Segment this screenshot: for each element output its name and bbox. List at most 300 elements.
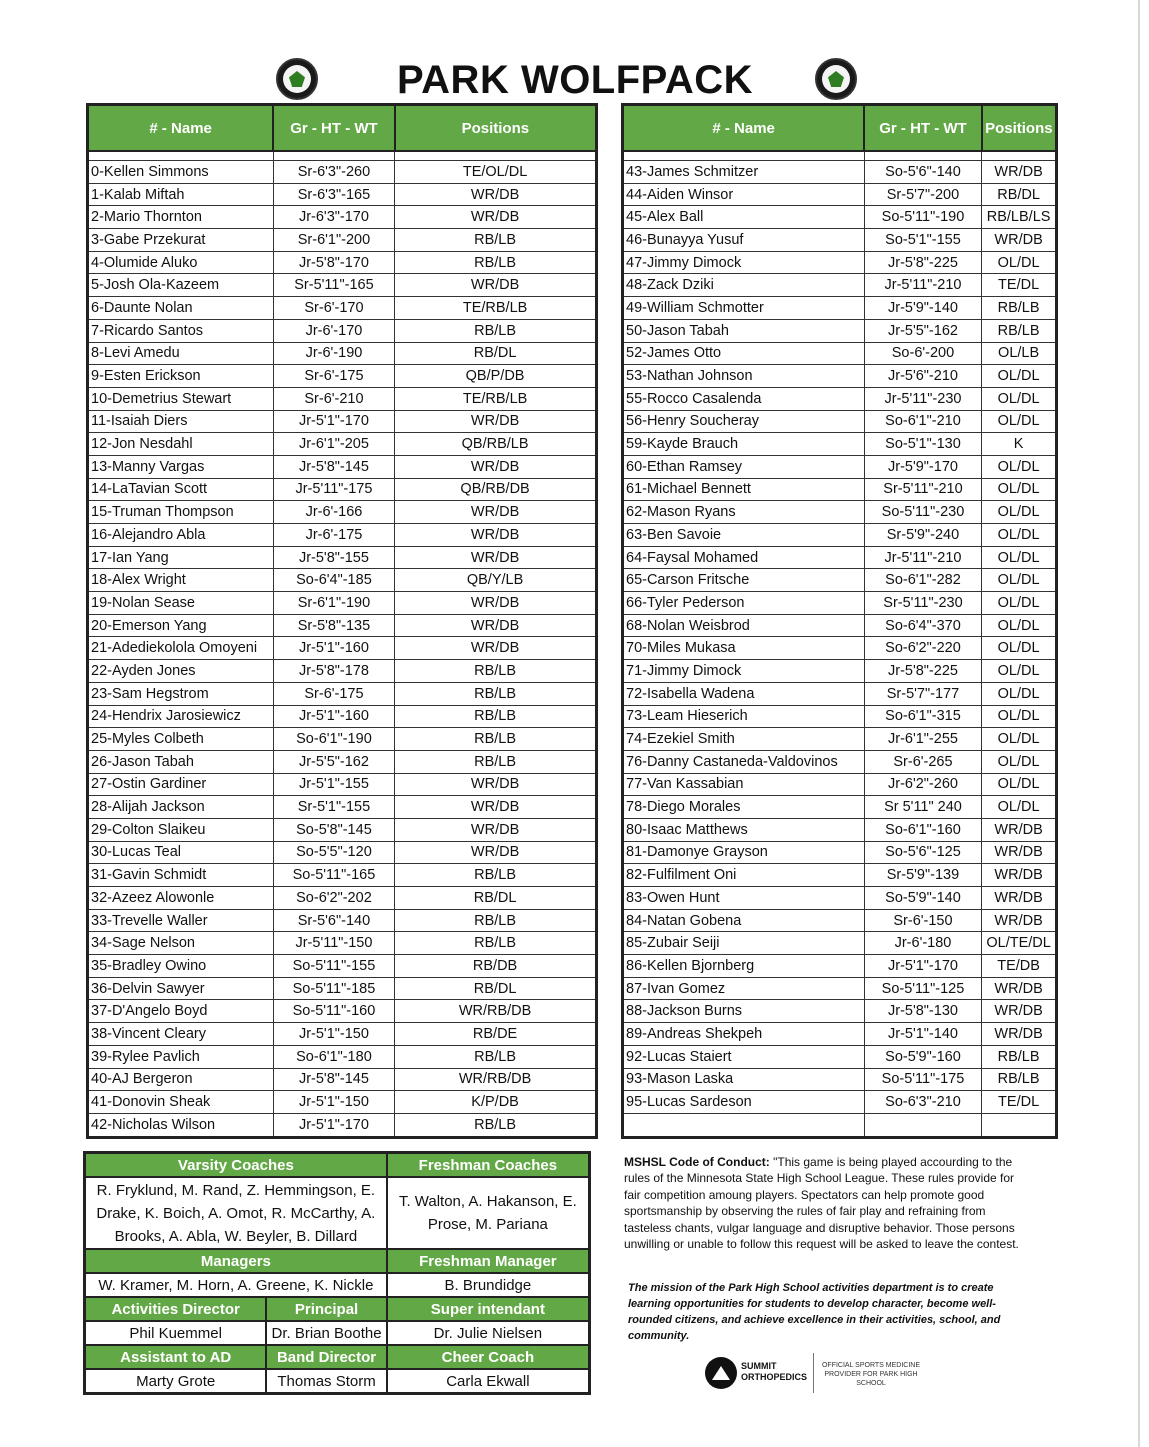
roster-row: [623, 932, 1057, 955]
player-gr-ht-wt-cell: Jr-6'1"-205: [273, 433, 394, 456]
player-positions-cell: OL/TE/DL: [982, 932, 1057, 955]
cheer-coach-name: Carla Ekwall: [387, 1369, 590, 1394]
player-positions-cell: WR/DB: [395, 796, 597, 819]
player-gr-ht-wt-cell: Jr-5'1"-155: [273, 773, 394, 796]
roster-row: [88, 592, 597, 615]
player-positions-cell: WR/DB: [395, 841, 597, 864]
player-gr-ht-wt-cell: Jr-6'-166: [273, 501, 394, 524]
player-name-cell: 89-Andreas Shekpeh: [623, 1023, 865, 1046]
player-gr-ht-wt-cell: So-5'11"-190: [864, 206, 981, 229]
column-header-gr-ht-wt: Gr - HT - WT: [273, 105, 394, 152]
player-gr-ht-wt-cell: Sr-5'9"-139: [864, 864, 981, 887]
player-positions-cell: WR/DB: [982, 1023, 1057, 1046]
roster-row: [88, 1023, 597, 1046]
player-positions-cell: K: [982, 433, 1057, 456]
player-name-cell: 71-Jimmy Dimock: [623, 660, 865, 683]
player-name-cell: 81-Damonye Grayson: [623, 841, 865, 864]
player-positions-cell: OL/DL: [982, 614, 1057, 637]
roster-row: [623, 705, 1057, 728]
player-positions-cell: WR/DB: [982, 161, 1057, 184]
roster-row: [623, 410, 1057, 433]
roster-row: [623, 1091, 1057, 1114]
roster-row: [88, 864, 597, 887]
player-gr-ht-wt-cell: Jr-5'1"-150: [273, 1091, 394, 1114]
player-name-cell: 11-Isaiah Diers: [88, 410, 274, 433]
roster-row: [88, 387, 597, 410]
player-positions-cell: RB/LB: [982, 319, 1057, 342]
player-name-cell: 52-James Otto: [623, 342, 865, 365]
player-name-cell: 0-Kellen Simmons: [88, 161, 274, 184]
player-name-cell: 2-Mario Thornton: [88, 206, 274, 229]
player-positions-cell: WR/DB: [395, 183, 597, 206]
wolfpack-logo-icon: [276, 58, 318, 100]
roster-row: [88, 932, 597, 955]
player-name-cell: 95-Lucas Sardeson: [623, 1091, 865, 1114]
roster-row: [88, 887, 597, 910]
player-name-cell: 26-Jason Tabah: [88, 750, 274, 773]
roster-row: [88, 319, 597, 342]
spacer-cell: [864, 151, 981, 161]
player-gr-ht-wt-cell: So-6'2"-220: [864, 637, 981, 660]
player-positions-cell: RB/DL: [982, 183, 1057, 206]
roster-row: [88, 274, 597, 297]
roster-row: [88, 501, 597, 524]
roster-row: [88, 818, 597, 841]
player-positions-cell: OL/DL: [982, 501, 1057, 524]
player-name-cell: 33-Trevelle Waller: [88, 909, 274, 932]
player-gr-ht-wt-cell: So-5'1"-155: [864, 229, 981, 252]
left-roster-table: [86, 103, 598, 1139]
roster-row: [623, 569, 1057, 592]
player-gr-ht-wt-cell: Jr-6'2"-260: [864, 773, 981, 796]
roster-row: [623, 183, 1057, 206]
player-positions-cell: WR/DB: [982, 1000, 1057, 1023]
player-positions-cell: OL/DL: [982, 592, 1057, 615]
roster-row: [623, 773, 1057, 796]
player-positions-cell: RB/LB: [982, 1068, 1057, 1091]
player-gr-ht-wt-cell: So-6'1"-210: [864, 410, 981, 433]
band-director-name: Thomas Storm: [266, 1369, 386, 1394]
player-positions-cell: RB/LB: [982, 297, 1057, 320]
player-positions-cell: WR/DB: [395, 524, 597, 547]
sponsor-divider: [813, 1353, 814, 1393]
player-name-cell: 30-Lucas Teal: [88, 841, 274, 864]
spacer-cell: [273, 151, 394, 161]
player-name-cell: 42-Nicholas Wilson: [88, 1113, 274, 1137]
managers-list: W. Kramer, M. Horn, A. Greene, K. Nickle: [85, 1273, 387, 1297]
roster-row: [88, 206, 597, 229]
player-name-cell: 31-Gavin Schmidt: [88, 864, 274, 887]
player-positions-cell: RB/LB: [982, 1045, 1057, 1068]
player-name-cell: 29-Colton Slaikeu: [88, 818, 274, 841]
roster-row: [88, 705, 597, 728]
player-gr-ht-wt-cell: Jr-5'1"-170: [273, 410, 394, 433]
player-positions-cell: TE/RB/LB: [395, 387, 597, 410]
player-gr-ht-wt-cell: Jr-6'3"-170: [273, 206, 394, 229]
roster-row: [88, 773, 597, 796]
player-name-cell: 17-Ian Yang: [88, 546, 274, 569]
player-name-cell: 38-Vincent Cleary: [88, 1023, 274, 1046]
player-name-cell: 78-Diego Morales: [623, 796, 865, 819]
player-positions-cell: WR/DB: [982, 977, 1057, 1000]
player-name-cell: 34-Sage Nelson: [88, 932, 274, 955]
player-positions-cell: RB/LB: [395, 319, 597, 342]
player-positions-cell: OL/DL: [982, 478, 1057, 501]
player-gr-ht-wt-cell: [864, 1113, 981, 1137]
roster-row: [88, 1000, 597, 1023]
player-positions-cell: WR/DB: [395, 818, 597, 841]
player-gr-ht-wt-cell: Jr-5'1"-170: [273, 1113, 394, 1137]
column-header-positions: Positions: [982, 105, 1057, 152]
player-gr-ht-wt-cell: Sr-6'-170: [273, 297, 394, 320]
player-positions-cell: WR/DB: [395, 637, 597, 660]
player-gr-ht-wt-cell: So-6'-200: [864, 342, 981, 365]
player-gr-ht-wt-cell: So-5'11"-230: [864, 501, 981, 524]
player-name-cell: 61-Michael Bennett: [623, 478, 865, 501]
roster-row: [623, 206, 1057, 229]
player-name-cell: 92-Lucas Staiert: [623, 1045, 865, 1068]
roster-row: [623, 478, 1057, 501]
roster-row: [623, 1023, 1057, 1046]
sponsor-name: [741, 1361, 807, 1383]
player-name-cell: 55-Rocco Casalenda: [623, 387, 865, 410]
player-positions-cell: OL/DL: [982, 750, 1057, 773]
sponsor-logo: [705, 1353, 935, 1393]
mission-statement: The mission of the Park High School activities department is to create learning opportunities for students to develop character, become well-rounded citizens, and achieve excellence in their activities, school, and community.: [628, 1282, 1001, 1342]
player-positions-cell: OL/DL: [982, 410, 1057, 433]
player-name-cell: 1-Kalab Miftah: [88, 183, 274, 206]
player-name-cell: 43-James Schmitzer: [623, 161, 865, 184]
column-header-name: # - Name: [88, 105, 274, 152]
spacer-cell: [88, 151, 274, 161]
player-positions-cell: RB/LB: [395, 1113, 597, 1137]
player-positions-cell: [982, 1113, 1057, 1137]
player-gr-ht-wt-cell: Sr-6'-210: [273, 387, 394, 410]
player-name-cell: 50-Jason Tabah: [623, 319, 865, 342]
roster-row: [623, 319, 1057, 342]
player-gr-ht-wt-cell: Jr-5'11"-150: [273, 932, 394, 955]
roster-row: [623, 546, 1057, 569]
player-gr-ht-wt-cell: Jr-5'8"-155: [273, 546, 394, 569]
player-positions-cell: RB/LB: [395, 909, 597, 932]
player-name-cell: 66-Tyler Pederson: [623, 592, 865, 615]
player-gr-ht-wt-cell: So-6'4"-370: [864, 614, 981, 637]
player-gr-ht-wt-cell: Sr-5'7"-200: [864, 183, 981, 206]
player-positions-cell: WR/DB: [395, 455, 597, 478]
player-gr-ht-wt-cell: Sr 5'11" 240: [864, 796, 981, 819]
player-positions-cell: OL/DL: [982, 705, 1057, 728]
roster-row: [623, 524, 1057, 547]
player-name-cell: 86-Kellen Bjornberg: [623, 955, 865, 978]
freshman-coaches-list: T. Walton, A. Hakanson, E. Prose, M. Pariana: [387, 1177, 590, 1249]
player-gr-ht-wt-cell: Jr-6'-180: [864, 932, 981, 955]
player-name-cell: 87-Ivan Gomez: [623, 977, 865, 1000]
player-gr-ht-wt-cell: Jr-5'11"-175: [273, 478, 394, 501]
player-name-cell: 27-Ostin Gardiner: [88, 773, 274, 796]
player-gr-ht-wt-cell: Jr-5'11"-210: [864, 274, 981, 297]
player-gr-ht-wt-cell: So-6'4"-185: [273, 569, 394, 592]
player-gr-ht-wt-cell: Jr-5'8"-170: [273, 251, 394, 274]
player-gr-ht-wt-cell: Jr-6'-190: [273, 342, 394, 365]
player-gr-ht-wt-cell: Sr-6'1"-200: [273, 229, 394, 252]
player-gr-ht-wt-cell: So-5'11"-155: [273, 955, 394, 978]
principal-name: Dr. Brian Boothe: [266, 1321, 386, 1345]
player-name-cell: 7-Ricardo Santos: [88, 319, 274, 342]
player-name-cell: 35-Bradley Owino: [88, 955, 274, 978]
player-name-cell: 93-Mason Laska: [623, 1068, 865, 1091]
player-name-cell: 65-Carson Fritsche: [623, 569, 865, 592]
player-gr-ht-wt-cell: Jr-5'6"-210: [864, 365, 981, 388]
player-name-cell: 9-Esten Erickson: [88, 365, 274, 388]
player-positions-cell: OL/DL: [982, 773, 1057, 796]
player-name-cell: 53-Nathan Johnson: [623, 365, 865, 388]
player-name-cell: 16-Alejandro Abla: [88, 524, 274, 547]
sponsor-tagline: OFFICIAL SPORTS MEDICINE PROVIDER FOR PARK HIGH SCHOOL: [821, 1362, 920, 1387]
roster-row: [623, 1068, 1057, 1091]
assistant-ad-name: Marty Grote: [85, 1369, 267, 1394]
player-positions-cell: WR/DB: [395, 501, 597, 524]
player-positions-cell: TE/DL: [982, 274, 1057, 297]
player-gr-ht-wt-cell: So-6'1"-190: [273, 728, 394, 751]
player-positions-cell: TE/OL/DL: [395, 161, 597, 184]
player-gr-ht-wt-cell: Jr-6'-175: [273, 524, 394, 547]
player-gr-ht-wt-cell: Jr-5'8"-178: [273, 660, 394, 683]
roster-row: [88, 955, 597, 978]
player-gr-ht-wt-cell: Jr-5'8"-145: [273, 455, 394, 478]
player-positions-cell: RB/LB: [395, 229, 597, 252]
roster-row: [88, 1091, 597, 1114]
freshman-coaches-label: Freshman Coaches: [387, 1153, 590, 1178]
player-positions-cell: QB/Y/LB: [395, 569, 597, 592]
assistant-ad-label: Assistant to AD: [85, 1345, 267, 1369]
activities-director-name: Phil Kuemmel: [85, 1321, 267, 1345]
player-name-cell: 40-AJ Bergeron: [88, 1068, 274, 1091]
player-name-cell: 73-Leam Hieserich: [623, 705, 865, 728]
player-gr-ht-wt-cell: Sr-6'1"-190: [273, 592, 394, 615]
player-positions-cell: TE/DB: [982, 955, 1057, 978]
player-name-cell: 24-Hendrix Jarosiewicz: [88, 705, 274, 728]
roster-row: [623, 161, 1057, 184]
player-gr-ht-wt-cell: Jr-5'1"-150: [273, 1023, 394, 1046]
roster-row: [88, 1113, 597, 1137]
player-name-cell: 44-Aiden Winsor: [623, 183, 865, 206]
player-positions-cell: OL/DL: [982, 796, 1057, 819]
page-edge-line: [1138, 0, 1140, 1447]
player-gr-ht-wt-cell: Sr-6'3"-260: [273, 161, 394, 184]
player-positions-cell: RB/LB: [395, 750, 597, 773]
summit-mountain-icon: [705, 1357, 737, 1389]
player-gr-ht-wt-cell: Sr-5'9"-240: [864, 524, 981, 547]
player-name-cell: 14-LaTavian Scott: [88, 478, 274, 501]
player-gr-ht-wt-cell: Jr-5'5"-162: [273, 750, 394, 773]
roster-row: [623, 433, 1057, 456]
player-positions-cell: WR/DB: [982, 229, 1057, 252]
sponsor-name-line1: SUMMIT: [741, 1361, 777, 1371]
player-name-cell: 21-Adediekolola Omoyeni: [88, 637, 274, 660]
roster-row: [88, 614, 597, 637]
roster-row: [88, 750, 597, 773]
player-positions-cell: RB/DB: [395, 955, 597, 978]
roster-row: [623, 614, 1057, 637]
freshman-manager-label: Freshman Manager: [387, 1249, 590, 1273]
sponsor-name-line2: ORTHOPEDICS: [741, 1372, 808, 1382]
player-name-cell: 45-Alex Ball: [623, 206, 865, 229]
player-positions-cell: OL/LB: [982, 342, 1057, 365]
superintendent-label: Super intendant: [387, 1297, 590, 1321]
player-gr-ht-wt-cell: Jr-5'11"-230: [864, 387, 981, 410]
header-spacer-row: [623, 151, 1057, 161]
player-gr-ht-wt-cell: So-6'1"-160: [864, 818, 981, 841]
player-name-cell: 3-Gabe Przekurat: [88, 229, 274, 252]
roster-row: [623, 342, 1057, 365]
player-name-cell: 88-Jackson Burns: [623, 1000, 865, 1023]
player-positions-cell: RB/LB: [395, 705, 597, 728]
wolfpack-logo-icon: [815, 58, 857, 100]
player-name-cell: 22-Ayden Jones: [88, 660, 274, 683]
player-gr-ht-wt-cell: So-5'5"-120: [273, 841, 394, 864]
player-positions-cell: WR/DB: [395, 206, 597, 229]
roster-row: [623, 1113, 1057, 1137]
player-positions-cell: RB/LB: [395, 251, 597, 274]
player-positions-cell: WR/DB: [395, 274, 597, 297]
player-name-cell: 70-Miles Mukasa: [623, 637, 865, 660]
player-positions-cell: QB/RB/DB: [395, 478, 597, 501]
player-name-cell: 6-Daunte Nolan: [88, 297, 274, 320]
player-positions-cell: WR/DB: [982, 909, 1057, 932]
player-name-cell: 62-Mason Ryans: [623, 501, 865, 524]
roster-row: [623, 501, 1057, 524]
player-name-cell: 13-Manny Vargas: [88, 455, 274, 478]
player-positions-cell: WR/DB: [982, 841, 1057, 864]
player-gr-ht-wt-cell: Sr-6'3"-165: [273, 183, 394, 206]
roster-row: [623, 455, 1057, 478]
column-header-positions: Positions: [395, 105, 597, 152]
player-name-cell: 23-Sam Hegstrom: [88, 682, 274, 705]
player-name-cell: 32-Azeez Alowonle: [88, 887, 274, 910]
player-name-cell: 12-Jon Nesdahl: [88, 433, 274, 456]
roster-row: [88, 183, 597, 206]
player-name-cell: 59-Kayde Brauch: [623, 433, 865, 456]
player-gr-ht-wt-cell: Sr-5'11"-230: [864, 592, 981, 615]
player-positions-cell: WR/DB: [982, 864, 1057, 887]
player-positions-cell: OL/DL: [982, 524, 1057, 547]
player-positions-cell: OL/DL: [982, 387, 1057, 410]
player-gr-ht-wt-cell: So-6'2"-202: [273, 887, 394, 910]
varsity-coaches-label: Varsity Coaches: [85, 1153, 387, 1178]
player-gr-ht-wt-cell: Jr-5'1"-140: [864, 1023, 981, 1046]
player-gr-ht-wt-cell: Sr-5'8"-135: [273, 614, 394, 637]
player-gr-ht-wt-cell: Jr-6'1"-255: [864, 728, 981, 751]
player-name-cell: 68-Nolan Weisbrod: [623, 614, 865, 637]
player-name-cell: 10-Demetrius Stewart: [88, 387, 274, 410]
player-gr-ht-wt-cell: So-5'8"-145: [273, 818, 394, 841]
player-positions-cell: RB/LB: [395, 932, 597, 955]
roster-row: [623, 796, 1057, 819]
player-positions-cell: TE/RB/LB: [395, 297, 597, 320]
player-name-cell: 80-Isaac Matthews: [623, 818, 865, 841]
player-gr-ht-wt-cell: Sr-5'6"-140: [273, 909, 394, 932]
player-name-cell: 25-Myles Colbeth: [88, 728, 274, 751]
roster-row: [88, 660, 597, 683]
roster-row: [623, 750, 1057, 773]
player-positions-cell: RB/LB: [395, 660, 597, 683]
player-name-cell: 49-William Schmotter: [623, 297, 865, 320]
player-gr-ht-wt-cell: So-6'1"-315: [864, 705, 981, 728]
player-name-cell: 39-Rylee Pavlich: [88, 1045, 274, 1068]
player-gr-ht-wt-cell: Jr-5'11"-210: [864, 546, 981, 569]
player-positions-cell: RB/DL: [395, 887, 597, 910]
player-name-cell: 60-Ethan Ramsey: [623, 455, 865, 478]
player-name-cell: 63-Ben Savoie: [623, 524, 865, 547]
player-gr-ht-wt-cell: So-5'11"-175: [864, 1068, 981, 1091]
roster-row: [623, 297, 1057, 320]
band-director-label: Band Director: [266, 1345, 386, 1369]
roster-row: [88, 1045, 597, 1068]
player-gr-ht-wt-cell: So-5'9"-140: [864, 887, 981, 910]
column-header-name: # - Name: [623, 105, 865, 152]
player-gr-ht-wt-cell: Sr-5'7"-177: [864, 682, 981, 705]
roster-row: [88, 569, 597, 592]
player-gr-ht-wt-cell: So-5'6"-140: [864, 161, 981, 184]
player-name-cell: 56-Henry Soucheray: [623, 410, 865, 433]
player-positions-cell: WR/RB/DB: [395, 1068, 597, 1091]
roster-row: [88, 251, 597, 274]
player-positions-cell: QB/P/DB: [395, 365, 597, 388]
player-name-cell: [623, 1113, 865, 1137]
player-name-cell: 41-Donovin Sheak: [88, 1091, 274, 1114]
player-name-cell: 4-Olumide Aluko: [88, 251, 274, 274]
player-gr-ht-wt-cell: Jr-5'8"-225: [864, 660, 981, 683]
player-gr-ht-wt-cell: So-5'9"-160: [864, 1045, 981, 1068]
player-positions-cell: RB/LB: [395, 728, 597, 751]
player-positions-cell: OL/DL: [982, 660, 1057, 683]
player-gr-ht-wt-cell: Jr-5'9"-170: [864, 455, 981, 478]
roster-row: [88, 1068, 597, 1091]
roster-row: [623, 387, 1057, 410]
roster-row: [623, 229, 1057, 252]
player-name-cell: 76-Danny Castaneda-Valdovinos: [623, 750, 865, 773]
player-name-cell: 46-Bunayya Yusuf: [623, 229, 865, 252]
player-gr-ht-wt-cell: Jr-5'1"-160: [273, 637, 394, 660]
superintendent-name: Dr. Julie Nielsen: [387, 1321, 590, 1345]
roster-row: [88, 728, 597, 751]
player-gr-ht-wt-cell: Sr-5'11"-165: [273, 274, 394, 297]
player-positions-cell: RB/LB: [395, 1045, 597, 1068]
player-gr-ht-wt-cell: So-5'11"-165: [273, 864, 394, 887]
roster-row: [623, 1000, 1057, 1023]
player-name-cell: 48-Zack Dziki: [623, 274, 865, 297]
player-positions-cell: RB/DE: [395, 1023, 597, 1046]
player-positions-cell: WR/DB: [982, 887, 1057, 910]
roster-row: [88, 546, 597, 569]
player-gr-ht-wt-cell: So-5'1"-130: [864, 433, 981, 456]
freshman-manager-name: B. Brundidge: [387, 1273, 590, 1297]
player-gr-ht-wt-cell: So-5'11"-125: [864, 977, 981, 1000]
roster-row: [88, 841, 597, 864]
player-positions-cell: OL/DL: [982, 728, 1057, 751]
roster-row: [88, 524, 597, 547]
player-positions-cell: OL/DL: [982, 637, 1057, 660]
roster-row: [623, 864, 1057, 887]
player-positions-cell: WR/RB/DB: [395, 1000, 597, 1023]
activities-director-label: Activities Director: [85, 1297, 267, 1321]
player-positions-cell: WR/DB: [395, 614, 597, 637]
cheer-coach-label: Cheer Coach: [387, 1345, 590, 1369]
roster-row: [623, 251, 1057, 274]
roster-row: [623, 728, 1057, 751]
player-name-cell: 64-Faysal Mohamed: [623, 546, 865, 569]
player-name-cell: 47-Jimmy Dimock: [623, 251, 865, 274]
